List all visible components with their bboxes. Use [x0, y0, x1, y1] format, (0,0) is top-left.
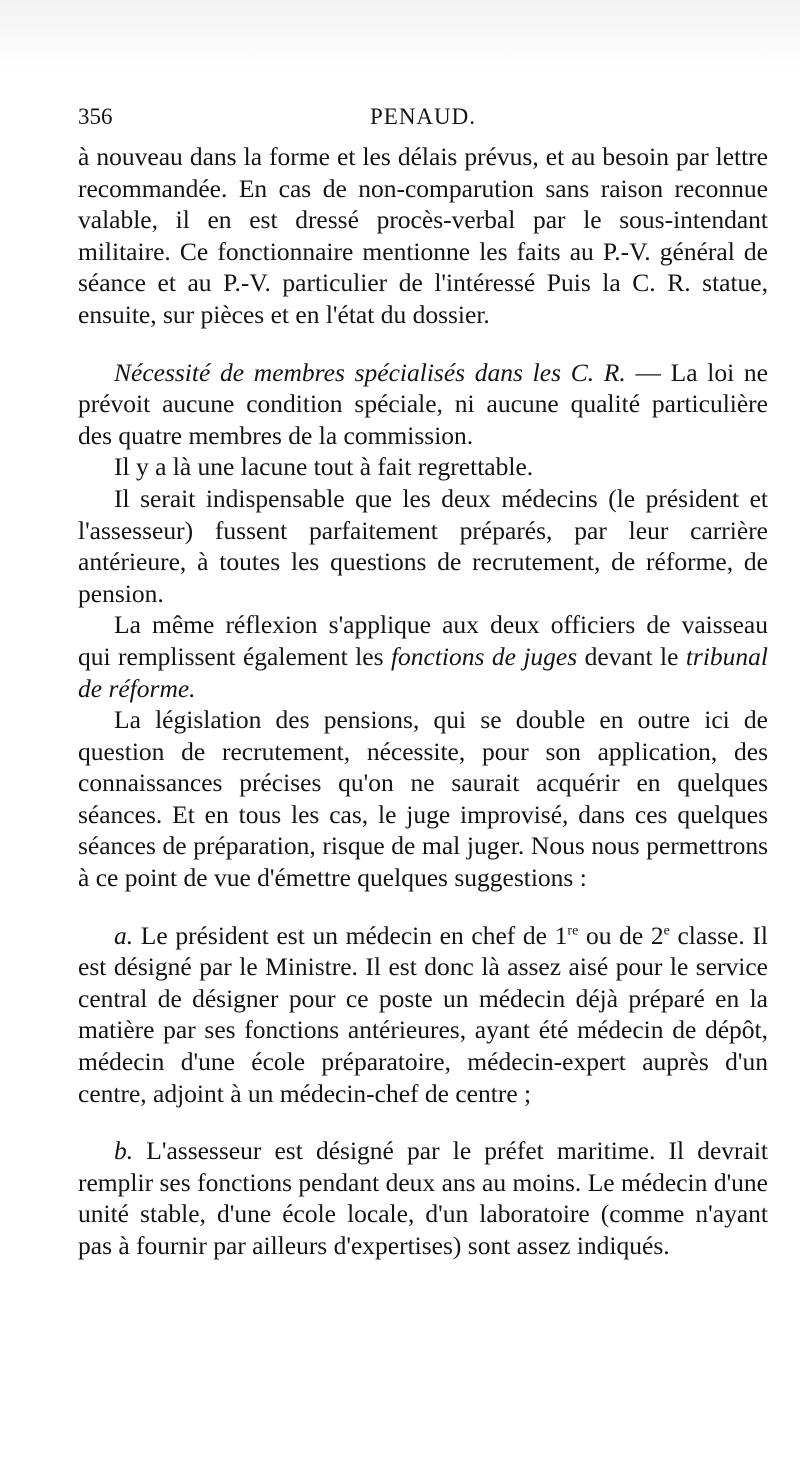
paragraph-continuation [78, 141, 768, 331]
paragraph-legislation [78, 704, 768, 894]
section-heading: Nécessité de membres spécialisés dans les C. R. [114, 357, 626, 387]
italic-phrase: fonctions de juges [390, 641, 578, 671]
paragraph-item-a [78, 920, 768, 1110]
paragraph-text: classe. Il est désigné par le Ministre. Il est donc là assez aisé pour le service central de désigner pour ce poste un médecin déjà préparé en la matière par ses fonctions antérieures, ayant été médecin de dépôt, médecin d'une école préparatoire, médecin-expert auprès d'un centre, adjoint à un médecin-chef de centre ; [78, 920, 768, 1108]
list-label: b. [114, 1136, 134, 1166]
paragraph-text: devant le [577, 641, 686, 671]
paragraph-text: La législation des pensions, qui se double en outre ici de question de recrutement, nécessite, pour son application, des connaissances précises qu'on ne saurait acquérir en quelques séances. Et en tous les cas, le juge improvisé, dans ces quelques séances de préparation, risque de mal juger. Nous nous permettrons à ce point de vue d'émettre quelques suggestions : [78, 705, 768, 893]
paragraph-specialists [78, 357, 768, 452]
paragraph-text: Le président est un médecin en chef de 1 [133, 920, 568, 950]
paragraph-text: à nouveau dans la forme et les délais prévus, et au besoin par lettre recommandée. En cas de non-comparution sans raison reconnue valable, il en est dressé procès-verbal par le sous-intendant militaire. Ce fonctionnaire mentionne les faits au P.-V. général de séance et au P.-V. particulier de l'intéressé Puis la C. R. statue, ensuite, sur pièces et en l'état du dossier. [78, 142, 768, 329]
paragraph-text: L'assesseur est désigné par le préfet maritime. Il devrait remplir ses fonctions pendant deux ans au moins. Le médecin d'une unité stable, d'une école locale, d'un laboratoire (comme n'ayant pas à fournir par ailleurs d'expertises) sont assez indiqués. [78, 1136, 768, 1260]
paragraph-text: La même réflexion s'applique aux deux officiers de vaisseau qui remplissent également les [78, 610, 768, 671]
paragraph-gap [78, 451, 768, 483]
running-head: PENAUD. [369, 104, 477, 129]
paragraph-item-b [78, 1135, 768, 1261]
page-number: 356 [78, 104, 113, 129]
italic-phrase: tribunal de réforme. [78, 641, 768, 703]
superscript: e [663, 923, 670, 939]
paragraph-officers [78, 609, 768, 704]
paragraph-text: — La loi ne prévoit aucune condition spéciale, ni aucune qualité particulière des quatre membres de la commission. [78, 357, 768, 450]
body-text [78, 141, 768, 1262]
paragraph-text: Il y a là une lacune tout à fait regrettable. [114, 452, 534, 482]
paragraph-text: Il serait indispensable que les deux médecins (le président et l'assesseur) fussent parfaitement préparés, par leur carrière antérieure, à toutes les questions de recrutement, de réforme, de pension. [78, 483, 768, 608]
page-header [78, 104, 768, 138]
paragraph-doctors [78, 483, 768, 609]
superscript: re [567, 923, 579, 939]
paragraph-text: ou de 2 [578, 920, 664, 950]
list-label: a. [114, 920, 134, 950]
